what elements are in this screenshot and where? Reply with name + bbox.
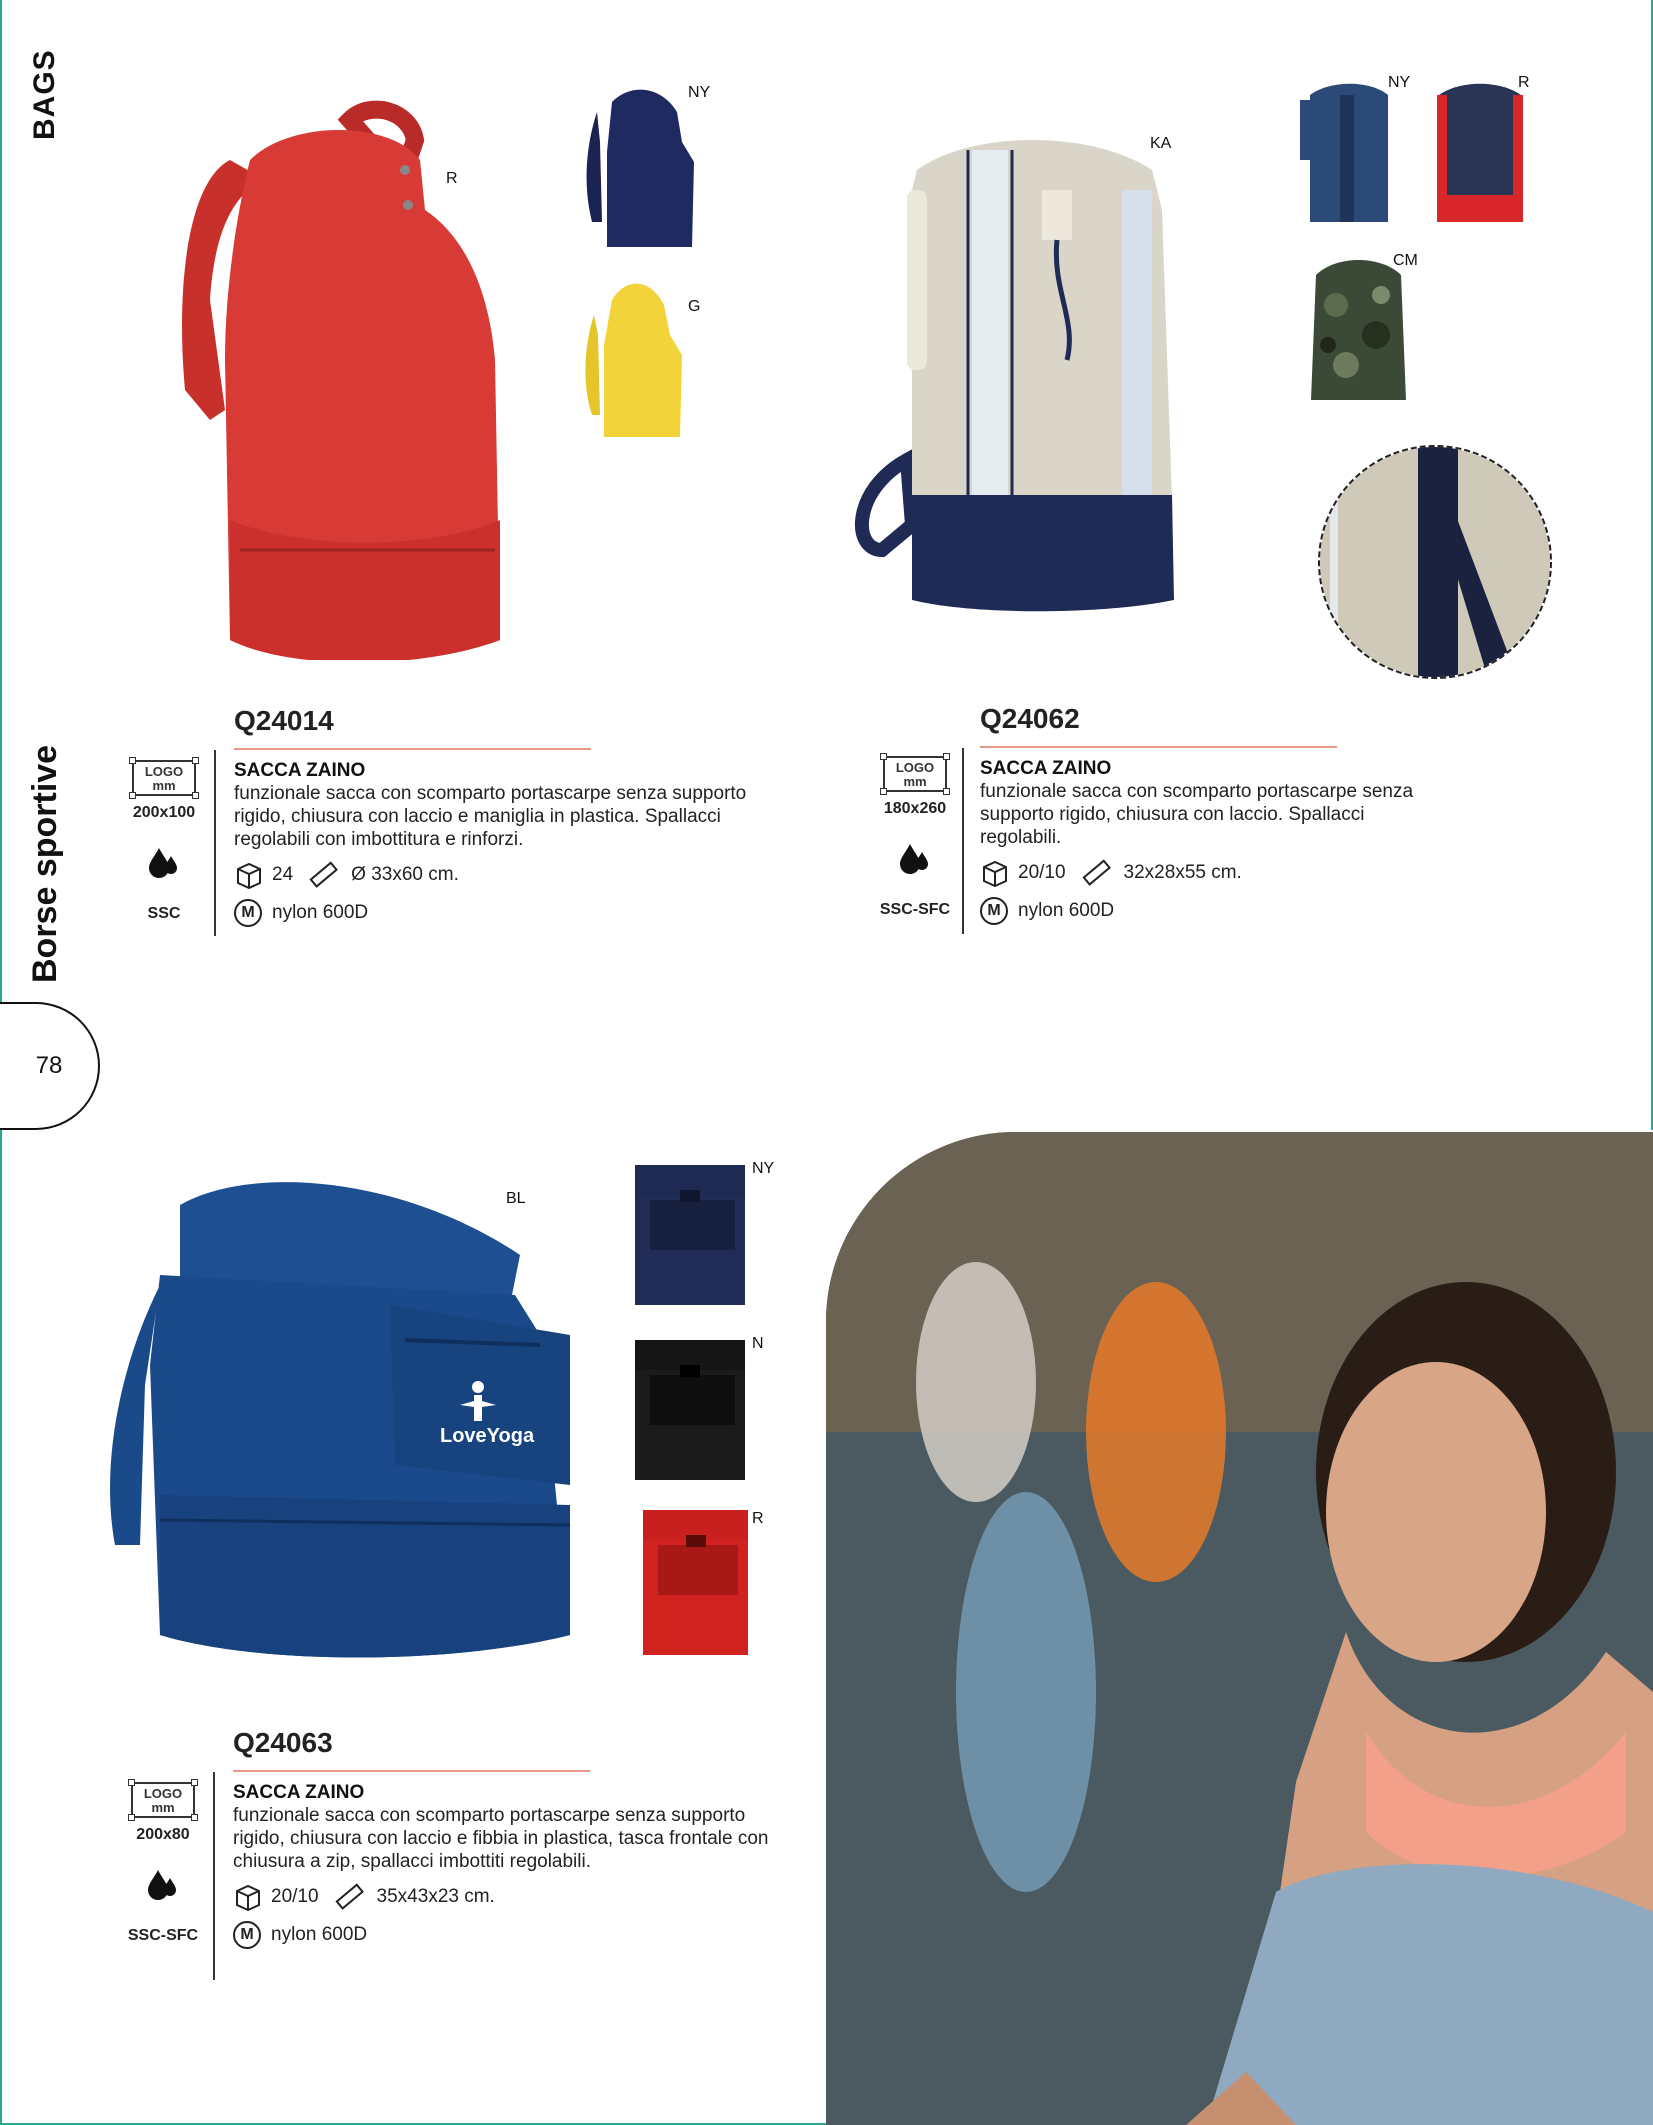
- product-code: Q24062: [980, 703, 1080, 734]
- box-icon: [980, 859, 1010, 887]
- print-method: SSC: [147, 905, 181, 922]
- product-details: [233, 1782, 773, 1949]
- product-image-q24063: [100, 1165, 580, 1665]
- product-details: [234, 760, 774, 927]
- variant-label: N: [752, 1335, 764, 1352]
- variant-label: R: [1518, 74, 1530, 91]
- material-row: [233, 1921, 773, 1949]
- product-name: SACCA ZAINO: [234, 760, 366, 781]
- divider: [213, 1772, 215, 1980]
- product-image-q24062: [852, 130, 1247, 615]
- ink-drop-icon: [149, 846, 179, 880]
- ruler-icon: [309, 861, 339, 889]
- logo-size: 200x100: [132, 804, 196, 821]
- variant-label: NY: [752, 1160, 775, 1177]
- variant-label: G: [688, 298, 701, 315]
- product-description: funzionale sacca con scomparto portascarpe senza supporto rigido, chiusura con laccio. Spallacci regolabili.: [980, 781, 1414, 848]
- code-underline: [233, 1770, 590, 1772]
- ruler-icon: [1082, 859, 1112, 887]
- product-description: funzionale sacca con scomparto portascarpe senza supporto rigido, chiusura con laccio e maniglia in plastica. Spallacci regolabili con imbottitura e rinforzi.: [234, 783, 747, 850]
- product-details: [980, 758, 1450, 925]
- variant-swatch-black: [630, 1340, 750, 1480]
- variant-swatch-camouflage: [1306, 255, 1411, 400]
- packaging: 20/10: [1018, 862, 1066, 883]
- code-underline: [234, 748, 591, 750]
- print-info: [120, 1782, 206, 1945]
- packaging: 20/10: [271, 1886, 319, 1907]
- ink-drop-icon: [900, 842, 930, 876]
- section-label: BAGS: [28, 49, 61, 140]
- packaging-size-row: [980, 859, 1450, 887]
- product-name: SACCA ZAINO: [980, 758, 1112, 779]
- material: nylon 600D: [1018, 900, 1115, 921]
- material-icon: M: [234, 899, 262, 927]
- material-icon: M: [980, 897, 1008, 925]
- logo-size: 200x80: [136, 1826, 190, 1843]
- variant-swatch-red: [1435, 80, 1525, 222]
- variant-label: NY: [1388, 74, 1411, 91]
- variant-swatch-yellow: [582, 275, 687, 440]
- main-color-label: R: [446, 170, 458, 187]
- lifestyle-photo: [826, 1132, 1653, 2125]
- variant-swatch-navy: [630, 1165, 750, 1305]
- divider: [214, 750, 216, 936]
- variant-swatch-navy: [1300, 80, 1390, 222]
- page-number: 78: [0, 1002, 100, 1130]
- print-info: [121, 760, 207, 923]
- logo-label: LOGO mm: [895, 760, 935, 789]
- ink-drop-icon: [148, 1868, 178, 1902]
- packaging-size-row: [234, 861, 774, 889]
- variant-label: CM: [1393, 252, 1418, 269]
- variant-swatch-red: [638, 1510, 753, 1655]
- packaging: 24: [272, 864, 294, 885]
- material-row: [234, 899, 774, 927]
- gym-woman-illustration: [826, 1132, 1653, 2125]
- category-label: Borse sportive: [26, 744, 64, 983]
- material-icon: M: [233, 1921, 261, 1949]
- dimensions: Ø 33x60 cm.: [351, 864, 459, 885]
- print-info: [872, 756, 958, 919]
- divider: [962, 748, 964, 934]
- main-color-label: KA: [1150, 135, 1172, 152]
- product-description: funzionale sacca con scomparto portascarpe senza supporto rigido, chiusura con laccio e fibbia in plastica, tasca frontale con chiusura a zip, spallacci imbottiti regolabili.: [233, 1805, 769, 1872]
- variant-swatch-navy: [582, 82, 694, 252]
- main-color-label: BL: [506, 1190, 526, 1207]
- logo-label: LOGO mm: [143, 1786, 183, 1815]
- product-name: SACCA ZAINO: [233, 1782, 365, 1803]
- material: nylon 600D: [271, 1924, 368, 1945]
- ruler-icon: [335, 1883, 365, 1911]
- material-row: [980, 897, 1450, 925]
- logo-size-icon: [132, 760, 196, 796]
- product-image-q24014: [170, 100, 555, 660]
- packaging-size-row: [233, 1883, 773, 1911]
- code-underline: [980, 746, 1337, 748]
- print-text: LoveYoga: [440, 1425, 535, 1447]
- logo-size-icon: [131, 1782, 195, 1818]
- dimensions: 32x28x55 cm.: [1123, 862, 1242, 883]
- variant-label: NY: [688, 84, 711, 101]
- variant-label: R: [752, 1510, 764, 1527]
- product-code: Q24063: [233, 1727, 333, 1758]
- material: nylon 600D: [272, 902, 369, 923]
- dimensions: 35x43x23 cm.: [376, 1886, 495, 1907]
- product-code: Q24014: [234, 705, 334, 736]
- box-icon: [233, 1883, 263, 1911]
- logo-label: LOGO mm: [144, 764, 184, 793]
- print-method: SSC-SFC: [127, 1927, 199, 1944]
- logo-size-icon: [883, 756, 947, 792]
- logo-size: 180x260: [883, 800, 947, 817]
- print-method: SSC-SFC: [879, 901, 951, 918]
- detail-zoom-image: [1310, 440, 1560, 685]
- box-icon: [234, 861, 264, 889]
